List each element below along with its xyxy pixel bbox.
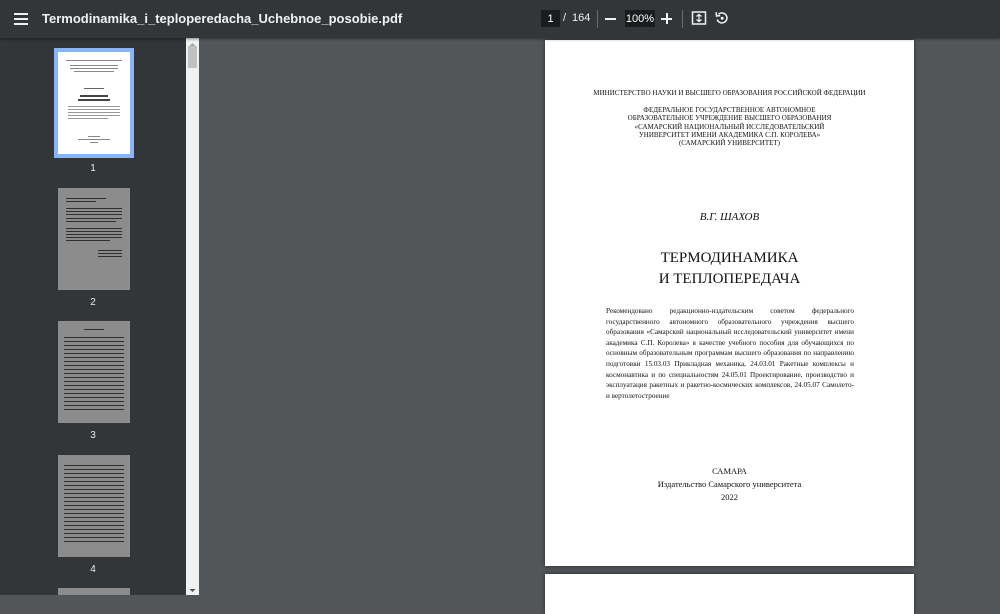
thumbnail-image <box>58 455 130 557</box>
institute-line: (САМАРСКИЙ УНИВЕРСИТЕТ) <box>678 139 781 148</box>
thumbnail-image <box>58 321 130 423</box>
abstract-text: Рекомендовано редакционно-издательским советом федерального государственного автономного образовательного учреждения высшего образования «Самарский национальный исследовательский университет имени академика С.П. Королева» в качестве учебного пособия для обучающихся по основным образовательным программам высшего образования по направлению подготовки 15.03.03 Прикладная механика, 24.03.01 Ракетные комплексы и космонавтика и по специальностям 24.05.01 Проектирование, производство и эксплуатация ракетных и ракетно-космических комплексов, 24.05.07 Самолето- и вертолетостроение <box>606 307 854 400</box>
rotate-icon[interactable] <box>714 10 730 26</box>
pdf-page-2 <box>545 574 914 614</box>
author-name: В.Г. ШАХОВ <box>699 211 760 223</box>
sidebar-scrollbar[interactable] <box>186 38 199 595</box>
document-title-heading <box>545 248 914 290</box>
institute-line: «САМАРСКИЙ НАЦИОНАЛЬНЫЙ ИССЛЕДОВАТЕЛЬСКИЙ <box>634 122 825 131</box>
thumbnail-number: 2 <box>90 297 96 308</box>
document-title: Termodinamika_i_teploperedacha_Uchebnoe_posobie.pdf <box>42 11 403 26</box>
zoom-input[interactable] <box>625 10 655 27</box>
thumbnail-sidebar <box>0 38 186 595</box>
thumbnail-number: 3 <box>90 430 96 441</box>
thumbnail-image <box>58 188 130 290</box>
publication-city: САМАРА <box>712 466 747 476</box>
title-line: И ТЕПЛОПЕРЕДАЧА <box>658 271 801 287</box>
institute-line: ФЕДЕРАЛЬНОЕ ГОСУДАРСТВЕННОЕ АВТОНОМНОЕ <box>643 106 816 114</box>
institute-line: УНИВЕРСИТЕТ ИМЕНИ АКАДЕМИКА С.П. КОРОЛЕВА» <box>638 130 821 139</box>
toolbar <box>0 0 1000 38</box>
thumbnail-page-5[interactable] <box>0 588 186 595</box>
zoom-in-icon[interactable] <box>660 9 674 29</box>
toolbar-divider <box>597 10 598 28</box>
page-number-input[interactable] <box>541 10 560 27</box>
thumbnail-number: 4 <box>90 564 96 575</box>
thumbnail-number: 1 <box>90 163 96 174</box>
thumbnail-image <box>58 52 130 154</box>
publication-year: 2022 <box>721 492 738 502</box>
thumbnail-page-2[interactable] <box>0 188 186 318</box>
thumbnail-image <box>58 588 130 595</box>
toolbar-divider <box>682 10 683 28</box>
institute-name <box>545 106 914 147</box>
scroll-down-arrow-icon[interactable] <box>186 583 199 595</box>
title-line: ТЕРМОДИНАМИКА <box>660 250 799 266</box>
thumbnail-page-3[interactable] <box>0 321 186 451</box>
ministry-heading: МИНИСТЕРСТВО НАУКИ И ВЫСШЕГО ОБРАЗОВАНИЯ РОССИЙСКОЙ ФЕДЕРАЦИИ <box>593 89 866 97</box>
fit-page-icon[interactable] <box>691 10 707 26</box>
zoom-out-icon[interactable] <box>604 9 618 29</box>
thumbnail-page-1[interactable] <box>0 52 186 182</box>
scrollbar-thumb[interactable] <box>188 46 197 68</box>
publisher-name: Издательство Самарского университета <box>657 479 802 489</box>
page-separator: / <box>563 12 567 24</box>
total-pages: 164 <box>572 12 591 24</box>
institute-line: ОБРАЗОВАТЕЛЬНОЕ УЧРЕЖДЕНИЕ ВЫСШЕГО ОБРАЗОВАНИЯ <box>627 114 832 123</box>
thumbnail-page-4[interactable] <box>0 455 186 585</box>
menu-icon[interactable] <box>12 9 32 29</box>
pdf-page-1 <box>545 40 914 566</box>
